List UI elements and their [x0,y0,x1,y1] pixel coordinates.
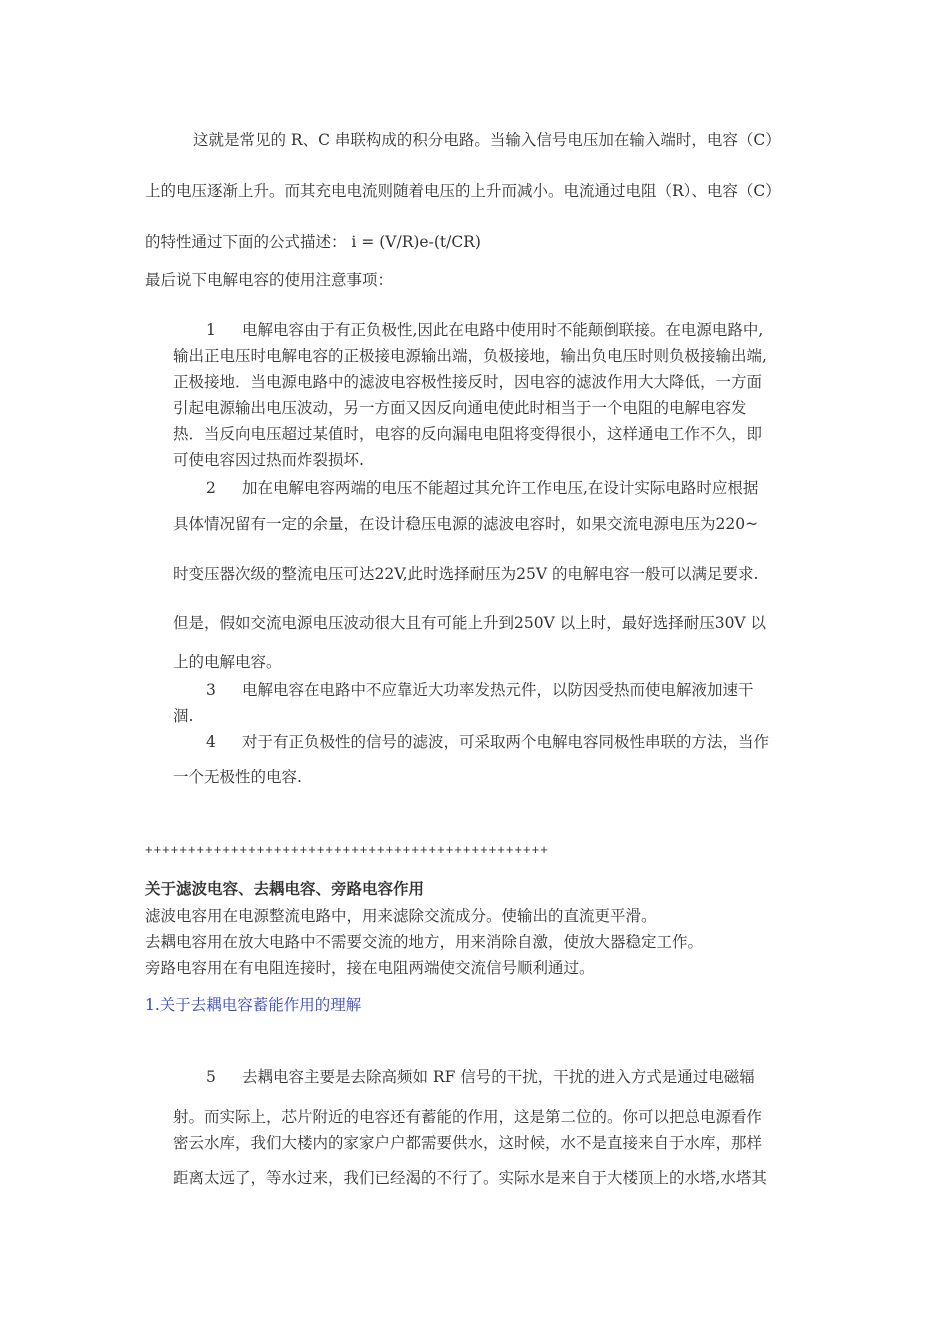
list-item-2-line-2: 具体情况留有一定的余量，在设计稳压电源的滤波电容时，如果交流电源电压为220~ [173,515,759,533]
list-item-5-line-2: 射。而实际上，芯片附近的电容还有蓄能的作用，这是第二位的。你可以把总电源看作 [173,1108,763,1126]
list-item-3-line-2: 涸. [173,707,194,725]
list-item-5-line-3: 密云水库，我们大楼内的家家户户都需要供水，这时候，水不是直接来自于水库，那样 [173,1134,763,1152]
list-item-5-line-1: 5 去耦电容主要是去除高频如 RF 信号的干扰，干扰的进入方式是通过电磁辐 [206,1068,755,1086]
list-item-5-number: 5 [206,1068,216,1086]
section-line-2: 去耦电容用在放大电路中不需要交流的地方，用来消除自激，使放大器稳定工作。 [145,933,704,951]
list-item-1-number: 1 [206,321,216,339]
list-item-4-line-2: 一个无极性的电容. [173,768,302,786]
list-item-2-line-3: 时变压器次级的整流电压可达22V,此时选择耐压为25V 的电解电容一般可以满足要求. [173,565,759,583]
list-item-5-line-4: 距离太远了，等水过来，我们已经渴的不行了。实际水是来自于大楼顶上的水塔,水塔其 [173,1169,767,1187]
section-line-3: 旁路电容用在有电阻连接时，接在电阻两端使交流信号顺利通过。 [145,959,595,977]
decoupling-link[interactable]: 1.关于去耦电容蓄能作用的理解 [145,996,362,1014]
section-line-1: 滤波电容用在电源整流电路中，用来滤除交流成分。使输出的直流更平滑。 [145,907,657,925]
list-item-2-line-5: 上的电解电容。 [173,653,282,671]
separator-line: +++++++++++++++++++++++++++++++++++++++++++++++ [145,842,549,857]
intro-formula-line: 的特性通过下面的公式描述： i = (V/R)e-(t/CR) [145,233,481,251]
list-item-1-line-1: 1 电解电容由于有正负极性,因此在电路中使用时不能颠倒联接。在电源电路中, [206,321,764,339]
list-item-2-line-4: 但是，假如交流电源电压波动很大且有可能上升到250V 以上时，最好选择耐压30V 以 [173,614,767,632]
section-title: 关于滤波电容、去耦电容、旁路电容作用 [145,879,425,898]
intro-line-1: 这就是常见的 R、C 串联构成的积分电路。当输入信号电压加在输入端时，电容（C） [193,131,781,149]
list-item-3-line-1: 3 电解电容在电路中不应靠近大功率发热元件，以防因受热而使电解液加速干 [206,681,754,699]
list-item-1-line-6: 可使电容因过热而炸裂损坏. [173,451,364,469]
notes-heading: 最后说下电解电容的使用注意事项： [145,271,394,289]
list-item-2-line-1: 2 加在电解电容两端的电压不能超过其允许工作电压,在设计实际电路时应根据 [206,479,759,497]
list-item-1-line-2: 输出正电压时电解电容的正极接电源输出端，负极接地，输出负电压时则负极接输出端, [173,347,767,365]
list-item-1-line-5: 热．当反向电压超过某值时，电容的反向漏电电阻将变得很小，这样通电工作不久，即 [173,425,763,443]
intro-line-2: 上的电压逐渐上升。而其充电电流则随着电压的上升而减小。电流通过电阻（R）、电容（C） [145,182,781,200]
list-item-4-number: 4 [206,733,216,751]
list-item-3-number: 3 [206,681,216,699]
list-item-1-line-3: 正极接地．当电源电路中的滤波电容极性接反时，因电容的滤波作用大大降低，一方面 [173,373,763,391]
list-item-2-number: 2 [206,479,216,497]
list-item-4-line-1: 4 对于有正负极性的信号的滤波，可采取两个电解电容同极性串联的方法，当作 [206,733,770,751]
list-item-1-line-4: 引起电源输出电压波动，另一方面又因反向通电使此时相当于一个电阻的电解电容发 [173,399,747,417]
